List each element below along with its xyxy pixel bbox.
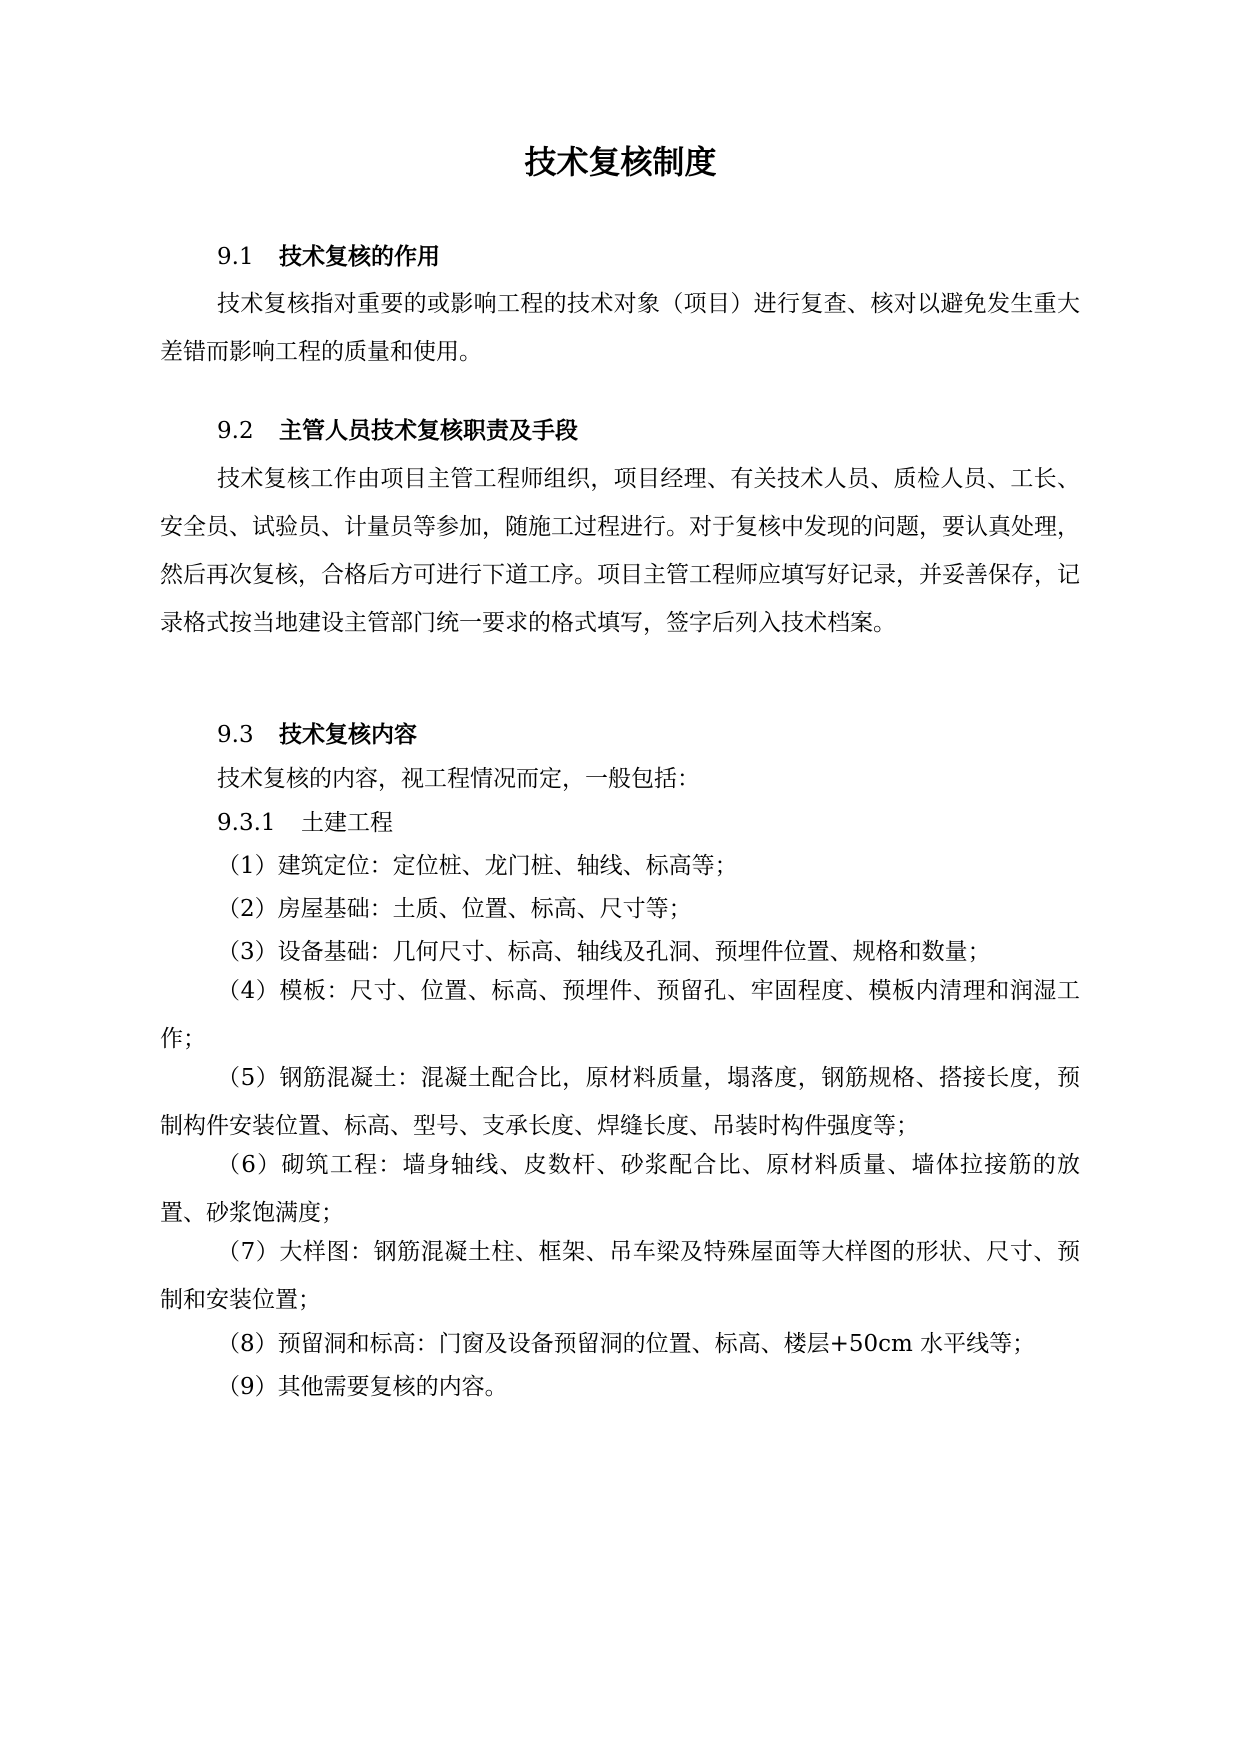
section-heading-text: 技术复核内容 [279, 722, 417, 748]
section-heading-9-3 [217, 719, 417, 751]
list-item: （4）模板：尺寸、位置、标高、预埋件、预留孔、牢固程度、模板内清理和润湿工作； [160, 978, 1080, 1052]
list-item: （1）建筑定位：定位桩、龙门桩、轴线、标高等； [217, 853, 738, 879]
section-heading-text: 技术复核的作用 [279, 244, 440, 270]
list-item: （8）预留洞和标高：门窗及设备预留洞的位置、标高、楼层+50cm 水平线等； [217, 1331, 1036, 1357]
section-heading-9-2 [217, 415, 578, 447]
list-item: （2）房屋基础：土质、位置、标高、尺寸等； [217, 896, 692, 922]
document-title: 技术复核制度 [524, 143, 717, 181]
list-item: （5）钢筋混凝土：混凝土配合比，原材料质量，塌落度，钢筋规格、搭接长度，预制构件安装位置、标高、型号、支承长度、焊缝长度、吊装时构件强度等； [160, 1065, 1080, 1139]
section-heading-9-1 [217, 241, 440, 273]
section-paragraph-9-2: 技术复核工作由项目主管工程师组织，项目经理、有关技术人员、质检人员、工长、安全员、试验员、计量员等参加，随施工过程进行。对于复核中发现的问题，要认真处理，然后再次复核，合格后方可进行下道工序。项目主管工程师应填写好记录，并妥善保存，记录格式按当地建设主管部门统一要求的格式填写，签字后列入技术档案。 [160, 466, 1080, 636]
subsection-heading-text: 土建工程 [301, 810, 393, 836]
list-item: （3）设备基础：几何尺寸、标高、轴线及孔洞、预埋件位置、规格和数量； [217, 939, 991, 965]
list-item: （7）大样图：钢筋混凝土柱、框架、吊车梁及特殊屋面等大样图的形状、尺寸、预制和安装位置； [160, 1239, 1080, 1313]
subsection-heading-9-3-1 [217, 807, 393, 839]
section-heading-text: 主管人员技术复核职责及手段 [279, 418, 578, 444]
list-item: （6）砌筑工程：墙身轴线、皮数杆、砂浆配合比、原材料质量、墙体拉接筋的放置、砂浆饱满度； [160, 1152, 1080, 1226]
section-paragraph-9-1: 技术复核指对重要的或影响工程的技术对象（项目）进行复查、核对以避免发生重大差错而影响工程的质量和使用。 [160, 291, 1080, 365]
subsection-number: 9.3.1 [217, 810, 276, 836]
section-intro-9-3: 技术复核的内容，视工程情况而定，一般包括： [217, 766, 700, 792]
list-item: （9）其他需要复核的内容。 [217, 1374, 508, 1400]
section-number: 9.1 [217, 244, 254, 270]
section-number: 9.3 [217, 722, 254, 748]
section-number: 9.2 [217, 418, 254, 444]
